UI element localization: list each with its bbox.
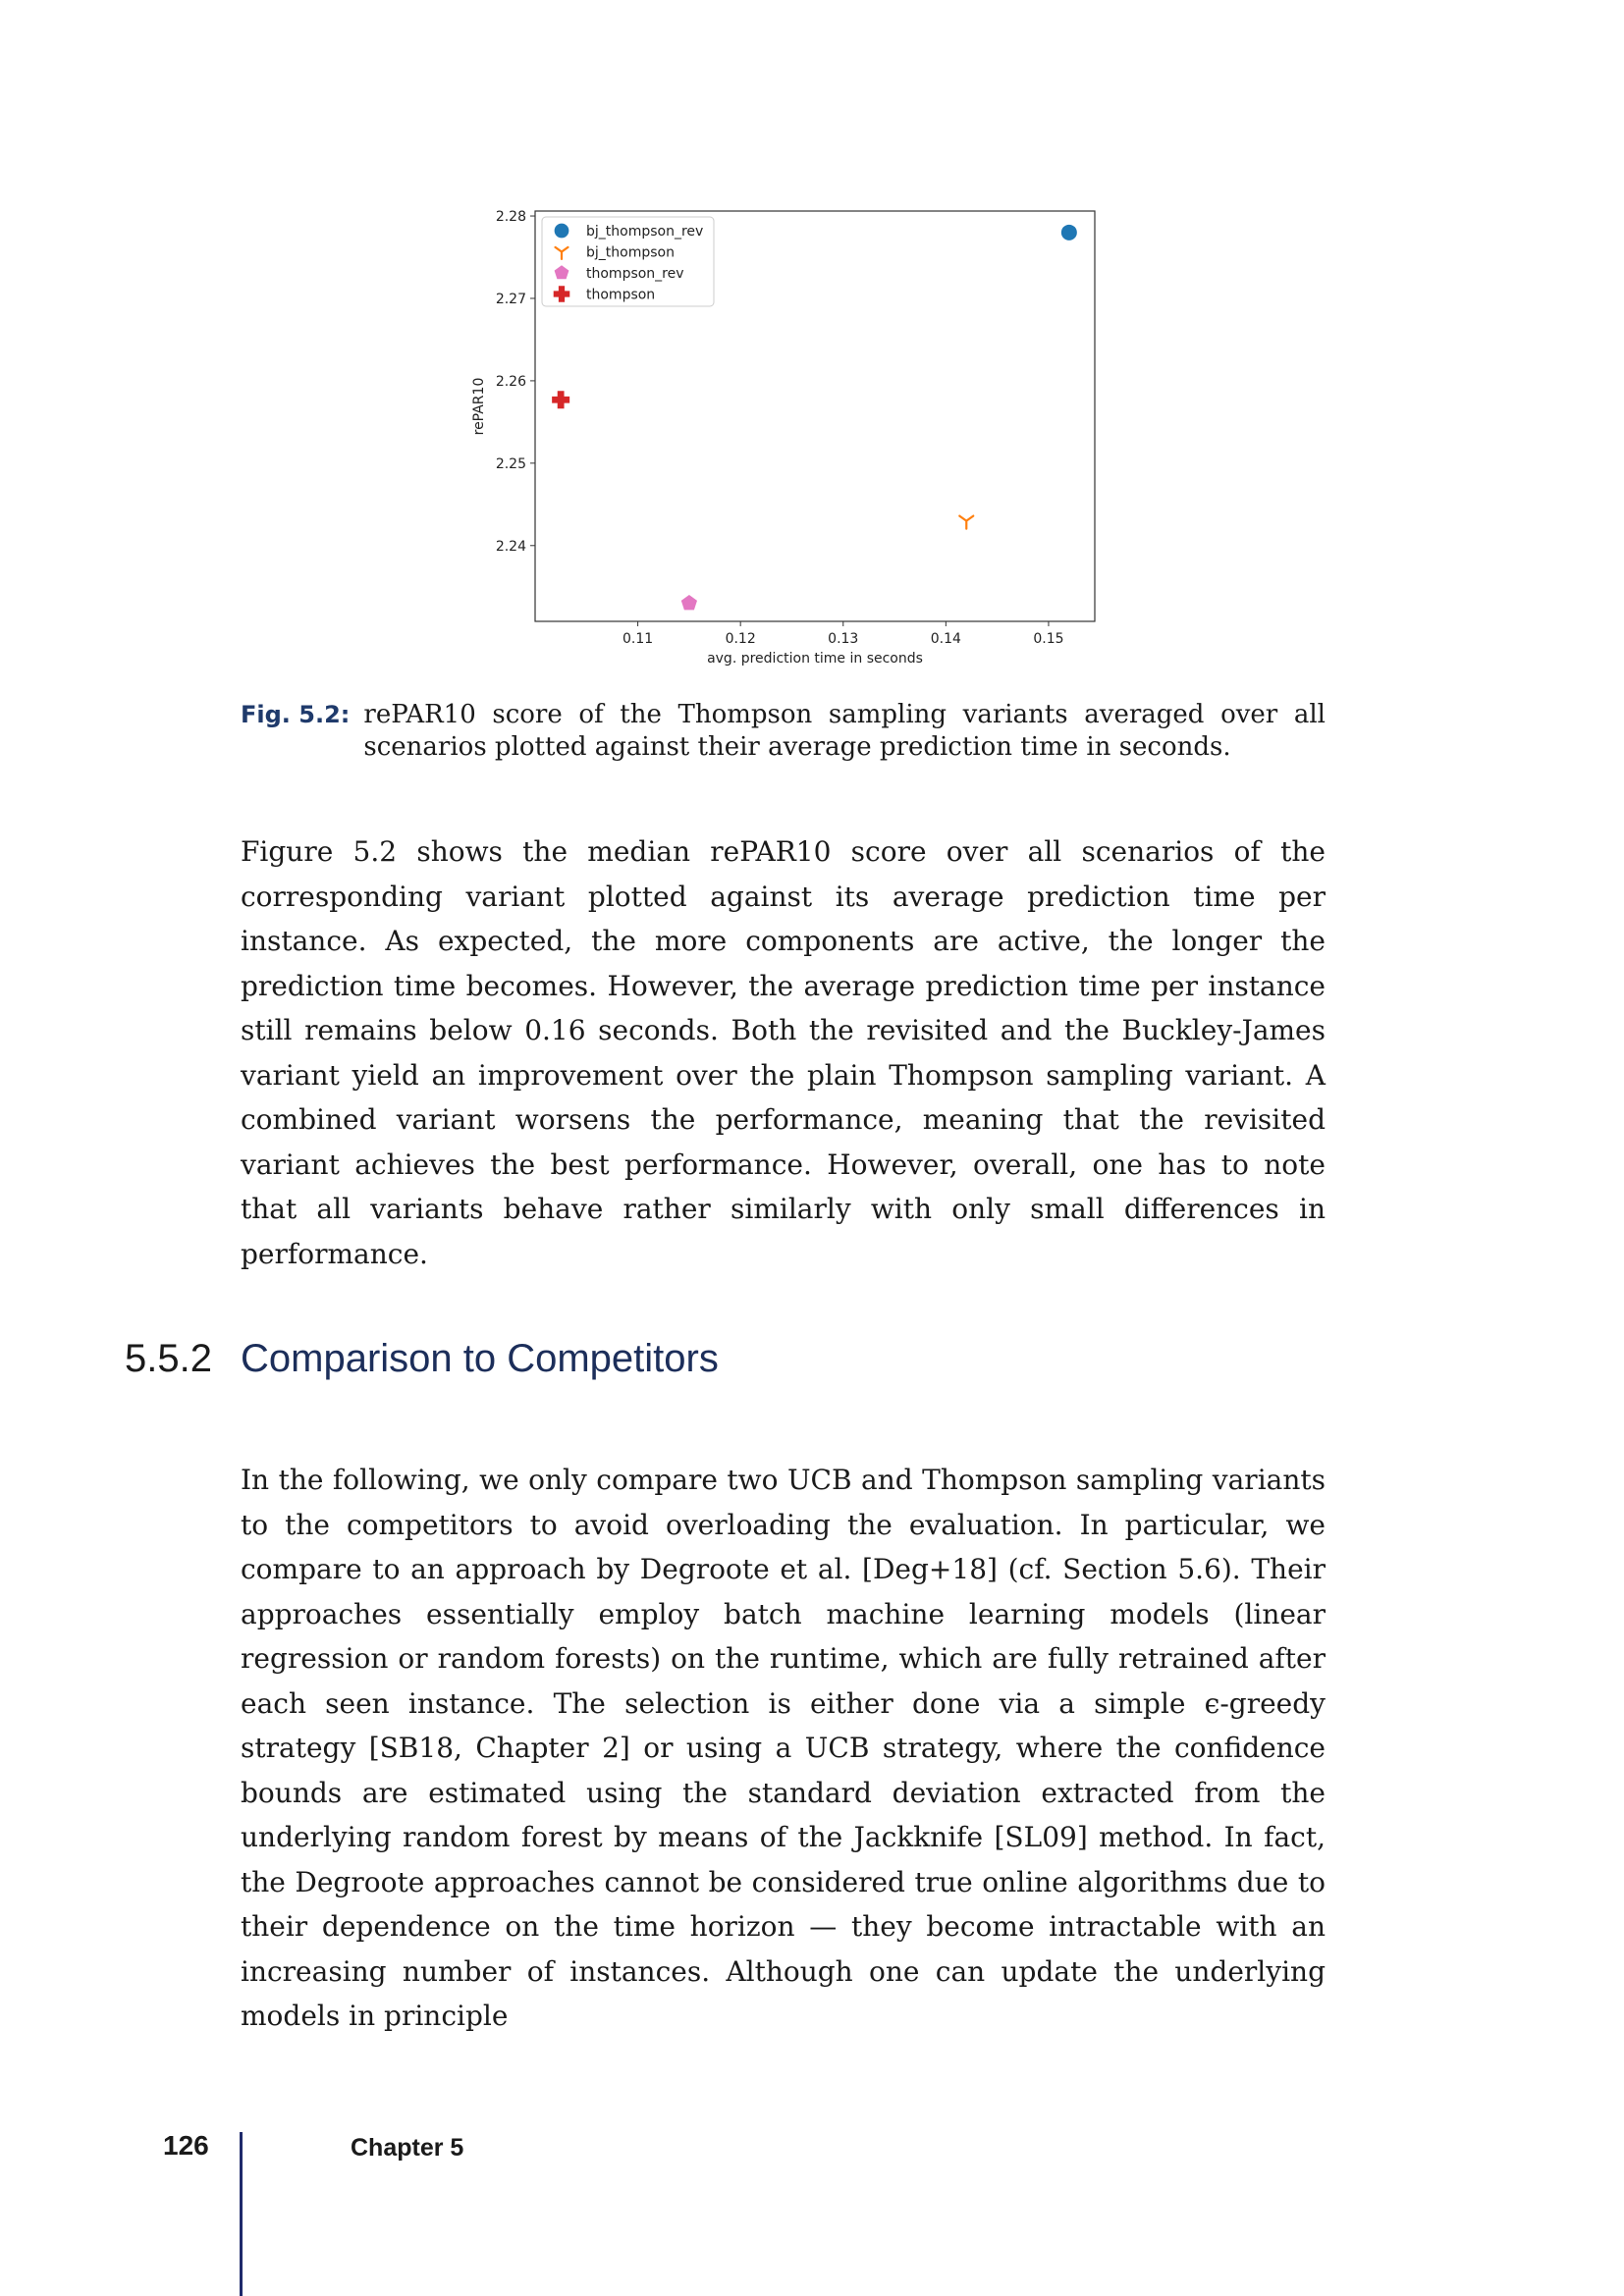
section-heading xyxy=(125,1337,719,1381)
x-axis-label: avg. prediction time in seconds xyxy=(707,651,923,667)
y-axis-label: rePAR10 xyxy=(471,377,487,436)
x-tick-label: 0.11 xyxy=(623,631,654,647)
legend-marker-bj-thompson-rev xyxy=(555,224,569,239)
data-point-thompson xyxy=(552,391,569,408)
x-tick-label: 0.13 xyxy=(828,631,859,647)
figure-caption xyxy=(241,699,1326,764)
x-tick-label: 0.12 xyxy=(725,631,756,647)
footer-rule xyxy=(240,2132,243,2296)
legend-label: bj_thompson xyxy=(586,244,675,261)
y-tick-label: 2.28 xyxy=(495,209,526,226)
x-tick-label: 0.14 xyxy=(930,631,961,647)
paragraph-results: Figure 5.2 shows the median rePAR10 score over all scenarios of the corresponding variant plotted against its average prediction time per instance. As expected, the more components are active, the longer the prediction time becomes. However, the average prediction time per instance still remains below 0.16 seconds. Both the revisited and the Buckley-James variant yield an improvement over the plain Thompson sampling variant. A combined variant worsens the performance, meaning that the revisited variant achieves the best performance. However, overall, one has to note that all variants behave rather similarly with only small differences in performance. xyxy=(241,835,1326,1270)
legend-label: bj_thompson_rev xyxy=(586,224,704,240)
scatter-figure xyxy=(452,196,1119,667)
legend-label: thompson xyxy=(586,287,656,303)
data-point-bj-thompson-rev xyxy=(1061,225,1077,240)
y-tick-label: 2.24 xyxy=(495,538,526,555)
section-number: 5.5.2 xyxy=(125,1337,212,1380)
y-tick-label: 2.26 xyxy=(495,373,526,390)
y-tick-label: 2.25 xyxy=(495,455,526,472)
paragraph-competitors: In the following, we only compare two UCB and Thompson sampling variants to the competitors to avoid overloading the evaluation. In particular, we compare to an approach by Degroote et al. [Deg+18] (cf. Section 5.6). Their approaches essentially employ batch machine learning models (linear regression or random forests) on the runtime, which are fully retrained after each seen instance. The selection is either done via a simple ϵ-greedy strategy [SB18, Chapter 2] or using a UCB strategy, where the confidence bounds are estimated using the standard deviation extracted from the underlying random forest by means of the Jackknife [SL09] method. In fact, the Degroote approaches cannot be considered true online algorithms due to their dependence on the time horizon — they become intractable with an increasing number of instances. Although one can update the underlying models in principle xyxy=(241,1464,1326,2032)
y-tick-label: 2.27 xyxy=(495,291,526,307)
caption-label: Fig. 5.2: xyxy=(241,701,351,728)
data-point-bj-thompson xyxy=(959,516,973,529)
section-title: Comparison to Competitors xyxy=(241,1337,719,1380)
page-number: 126 xyxy=(163,2130,209,2161)
legend-label: thompson_rev xyxy=(586,266,684,282)
scatter-chart xyxy=(452,196,1119,667)
chapter-label: Chapter 5 xyxy=(351,2134,464,2162)
x-tick-label: 0.15 xyxy=(1033,631,1064,647)
caption-text: rePAR10 score of the Thompson sampling variants averaged over all scenarios plotted against their average prediction time in seconds. xyxy=(363,700,1326,762)
data-point-thompson-rev xyxy=(681,595,697,610)
